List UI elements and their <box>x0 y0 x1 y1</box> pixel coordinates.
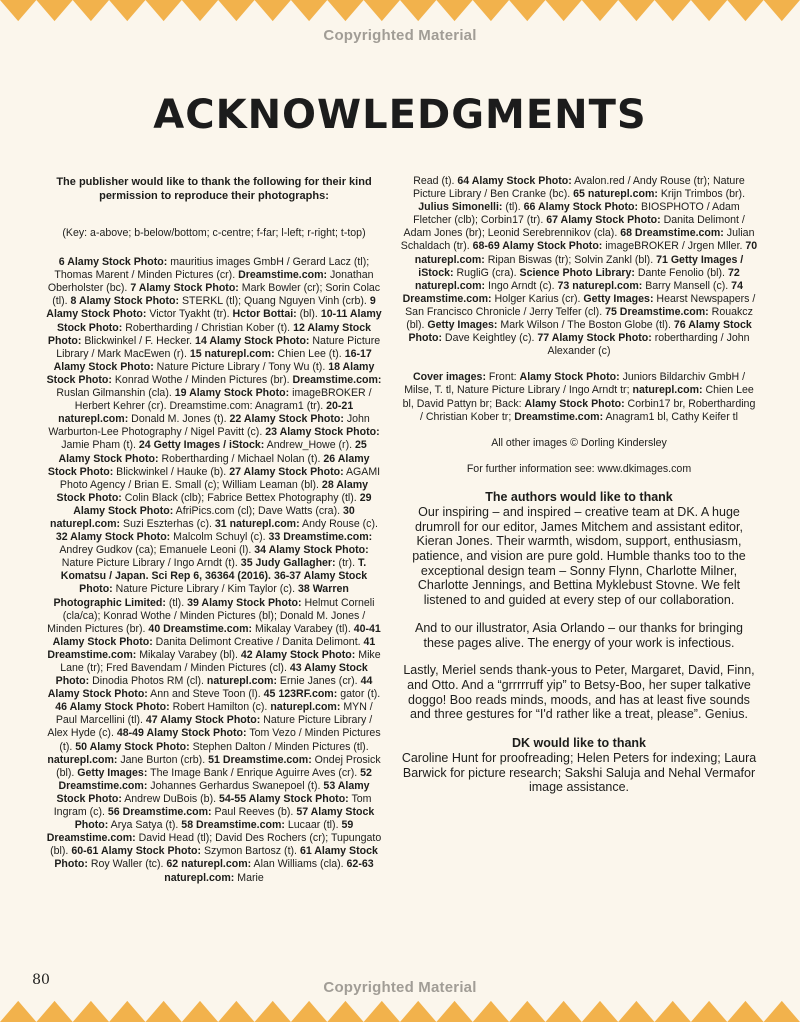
dk-paragraph: Caroline Hunt for proofreading; Helen Peters for indexing; Laura Barwick for picture research; Sakshi Saluja and Nehal Vermafor image assistance. <box>401 751 757 795</box>
credit-source: 6 Alamy Stock Photo: <box>58 256 168 269</box>
credit-text: Andrew_Howe (r). <box>264 439 355 452</box>
credit-source: 59 Dreamstime.com: <box>46 819 354 845</box>
credit-text: Malcolm Schuyl (c). <box>170 531 269 544</box>
credit-source: 70 naturepl.com: <box>414 240 758 266</box>
credit-text: Donald M. Jones (t). <box>128 413 230 426</box>
credit-text: Victor Tyakht (tr). <box>146 308 233 321</box>
credit-source: 35 Judy Gallagher: <box>240 557 336 570</box>
credit-text: Andrew DuBois (b). <box>121 792 219 805</box>
credit-text: Barry Mansell (c). <box>642 279 732 292</box>
credit-text: Marie <box>234 871 264 884</box>
credit-text: Jane Burton (crb). <box>117 753 209 766</box>
credit-source: naturepl.com: <box>270 701 341 714</box>
credit-source: 41 Dreamstime.com: <box>47 635 376 661</box>
credit-text: Ernie Janes (cr). <box>276 675 361 688</box>
credit-text: AfriPics.com (cl); Dave Watts (cra). <box>173 504 343 517</box>
credit-text: Colin Black (clb); Fabrice Bettex Photography (tl). <box>121 491 360 504</box>
credit-source: 16-17 Alamy Stock Photo: <box>53 347 372 373</box>
credit-source: Hctor Bottai: <box>232 308 297 321</box>
credit-source: 25 Alamy Stock Photo: <box>58 439 367 465</box>
credit-source: 43 Alamy Stock Photo: <box>55 662 368 688</box>
credit-text: Tom Vezo / Minden Pictures (t). <box>59 727 381 753</box>
credit-text: gator (t). <box>337 688 381 701</box>
credit-source: 19 Alamy Stock Photo: <box>174 387 290 400</box>
credit-text: Paul Reeves (b). <box>211 806 297 819</box>
credit-source: naturepl.com: <box>632 384 703 397</box>
credit-source: Dreamstime.com: <box>292 373 382 386</box>
credit-source: 74 Dreamstime.com: <box>402 279 743 305</box>
credit-source: 62-63 naturepl.com: <box>164 858 374 884</box>
credit-text: Julian Schaldach (tr). <box>400 227 755 253</box>
page-number: 80 <box>28 967 54 993</box>
credit-source: 12 Alamy Stock Photo: <box>47 321 371 347</box>
credit-source: 68 Dreamstime.com: <box>620 227 724 240</box>
credit-source: Getty Images: <box>77 766 148 779</box>
credit-text: (tr). <box>335 557 358 570</box>
page-title: ACKNOWLEDGMENTS <box>153 92 647 138</box>
credit-source: 77 Alamy Stock Photo: <box>537 332 652 345</box>
credit-text: imageBROKER / Jrgen Mller. <box>602 240 746 253</box>
credit-text: Konrad Wothe / Minden Pictures (br). <box>111 373 293 386</box>
credit-source: 14 Alamy Stock Photo: <box>195 334 310 347</box>
credit-source: Getty Images: <box>427 319 498 332</box>
credit-text: Mark Bowler (cr); Sorin Colac (tl). <box>52 282 381 308</box>
credit-source: 10-11 Alamy Stock Photo: <box>56 308 382 334</box>
credit-text: Andrey Gudkov (ca); Emanuele Leoni (l). <box>59 544 255 557</box>
credit-source: 46 Alamy Stock Photo: <box>55 701 170 714</box>
credit-source: Alamy Stock Photo: <box>519 371 620 384</box>
credit-source: 23 Alamy Stock Photo: <box>265 426 380 439</box>
credit-text: Chien Lee (t). <box>274 347 345 360</box>
credit-source: 8 Alamy Stock Photo: <box>70 295 180 308</box>
credit-source: 53 Alamy Stock Photo: <box>56 779 370 805</box>
credit-text: Danita Delimont / Adam Jones (br); Leonid Serebrennikov (cla). <box>403 214 745 240</box>
credit-text: Nature Picture Library / Ingo Arndt (t). <box>61 557 241 570</box>
credit-text: Lucaar (tl). <box>284 819 342 832</box>
credit-text: Szymon Bartosz (t). <box>201 845 300 858</box>
credit-text: Juniors Bildarchiv GmbH / Milse, T. tl, Nature Picture Library / Ingo Arndt tr; <box>404 371 746 397</box>
credit-source: 61 Alamy Stock Photo: <box>54 845 378 871</box>
right-column <box>400 175 758 795</box>
credit-text: Johannes Gerhardus Swanepoel (t). <box>147 779 324 792</box>
credit-source: 18 Alamy Stock Photo: <box>46 360 375 386</box>
credit-text: David Head (tl); David Des Rochers (cr); Tupungato (bl). <box>50 832 382 858</box>
credit-text: robertharding / John Alexander (c) <box>547 332 750 358</box>
credit-text: The Image Bank / Enrique Aguirre Aves (cr). <box>147 766 361 779</box>
credit-text: Dinodia Photos RM (cl). <box>89 675 207 688</box>
credit-source: 38 Warren Photographic Limited: <box>53 583 349 609</box>
credit-text: Jonathan Oberholster (bc). <box>47 269 374 295</box>
credit-source: Dreamstime.com: <box>238 269 328 282</box>
credit-text: Dante Fenolio (bl). <box>634 266 728 279</box>
credit-source: 58 Dreamstime.com: <box>181 819 285 832</box>
credit-source: 56 Dreamstime.com: <box>107 806 212 819</box>
credit-text: Helmut Corneli (cla/ca); Konrad Wothe / Minden Pictures (bl); Donald M. Jones / Minden Pictures (br). <box>47 596 375 635</box>
credit-text: Blickwinkel / F. Hecker. <box>81 334 196 347</box>
credit-source: 44 Alamy Stock Photo: <box>47 675 373 701</box>
credit-text: Robert Hamilton (c). <box>169 701 271 714</box>
credit-source: 40-41 Alamy Stock Photo: <box>52 622 381 648</box>
credit-text: Avalon.red / Andy Rouse (tr); Nature Picture Library / Ben Cranke (bc). <box>412 175 745 201</box>
credit-text: Holger Karius (cr). <box>491 292 584 305</box>
photo-credits-right <box>400 175 758 358</box>
credit-source: 76 Alamy Stock Photo: <box>408 319 752 345</box>
credit-source: 67 Alamy Stock Photo: <box>546 214 661 227</box>
credit-source: naturepl.com: <box>206 675 277 688</box>
credit-source: 68-69 Alamy Stock Photo: <box>472 240 603 253</box>
watermark-top: Copyrighted Material <box>323 27 477 44</box>
credit-source: 71 Getty Images / iStock: <box>418 253 744 279</box>
key-legend: (Key: a-above; b-below/bottom; c-centre; f-far; l-left; r-right; t-top) <box>62 227 366 239</box>
watermark-bottom: Copyrighted Material <box>323 979 477 996</box>
credit-text: Ripan Biswas (tr); Solvin Zankl (bl). <box>484 253 657 266</box>
credit-source: 45 123RF.com: <box>263 688 338 701</box>
credit-text: Tom Ingram (c). <box>53 792 372 819</box>
credit-source: 20-21 naturepl.com: <box>58 400 354 426</box>
credit-text: Ruslan Gilmanshin (cla). <box>56 387 175 400</box>
credit-text: Jamie Pham (t). <box>61 439 139 452</box>
credit-source: 75 Dreamstime.com: <box>605 305 709 318</box>
credit-text: Nature Picture Library / Mark MacEwen (r). <box>56 334 381 360</box>
credit-text: Nature Picture Library / Alex Hyde (c). <box>47 714 373 740</box>
credit-text: Mike Lane (tr); Fred Bavendam / Minden Pictures (cl). <box>60 648 381 674</box>
credit-source: 32 Alamy Stock Photo: <box>55 531 171 544</box>
authors-paragraph-1: Our inspiring – and inspired – creative team at DK. A huge drumroll for our editor, James Mitchem and assistant editor, Kieran Jones. Their warmth, wisdom, support, enthusiasm, patience, and vision are pure gold. Humble thanks too to the exceptional design team – Sonny Flynn, Charlotte Milner, Charlotte Jennings, and Bettina Myklebust Stovne. We felt listened to and guided at every step of our collaboration. <box>412 504 746 608</box>
authors-paragraph-2: And to our illustrator, Asia Orlando – our thanks for bringing these pages alive. The energy of your work is infectious. <box>415 620 743 650</box>
dk-heading: DK would like to thank <box>511 736 647 751</box>
credit-text: Anagram1 bl, Cathy Keifer tl <box>603 410 738 423</box>
authors-heading: The authors would like to thank <box>485 489 673 504</box>
credit-source: Dreamstime.com: <box>514 410 604 423</box>
credit-text: BIOSPHOTO / Adam Fletcher (clb); Corbin17 (tr). <box>413 201 740 227</box>
credit-source: 28 Alamy Stock Photo: <box>56 478 369 504</box>
credit-source: 29 Alamy Stock Photo: <box>73 491 372 517</box>
credit-source: Getty Images: <box>583 292 654 305</box>
credit-text: Suzi Eszterhas (c). <box>120 517 215 530</box>
credit-text: Nature Picture Library / Tony Wu (t). <box>153 360 329 373</box>
credit-source: 54-55 Alamy Stock Photo: <box>219 792 349 805</box>
photo-credits-left <box>46 256 382 885</box>
credit-source: 27 Alamy Stock Photo: <box>229 465 344 478</box>
credit-source: 60-61 Alamy Stock Photo: <box>71 845 202 858</box>
credit-source: 30 naturepl.com: <box>50 504 355 530</box>
credit-source: 47 Alamy Stock Photo: <box>145 714 261 727</box>
credit-text: Krijn Trimbos (br). <box>657 188 746 201</box>
credit-text: Blickwinkel / Hauke (b). <box>113 465 230 478</box>
credit-source: 64 Alamy Stock Photo: <box>457 175 572 187</box>
intro-text: The publisher would like to thank the following for their kind permission to reproduce their photographs: <box>56 176 372 202</box>
credit-text: RugliG (cra). <box>453 266 520 279</box>
credit-source: 42 Alamy Stock Photo: <box>240 648 356 661</box>
left-column <box>46 175 382 885</box>
credit-source: naturepl.com: <box>47 753 118 766</box>
credit-text: Mark Wilson / The Boston Globe (tl). <box>497 319 674 332</box>
credit-text: John Warburton-Lee Photography / Nigel Pavitt (c). <box>48 413 370 439</box>
credit-text: mauritius images GmbH / Gerard Lacz (tl); Thomas Marent / Minden Pictures (cr). <box>54 256 370 282</box>
credit-text: (tl). <box>502 201 524 214</box>
credit-source: Julius Simonelli: <box>418 201 503 214</box>
credit-source: 57 Alamy Stock Photo: <box>74 806 375 832</box>
credit-text: Nature Picture Library / Kim Taylor (c). <box>112 583 298 596</box>
credit-text: Read (t). <box>413 175 458 187</box>
credit-text: Ann and Steve Toon (l). <box>147 688 264 701</box>
credit-text: Mikalay Varabey (tl). <box>252 622 354 635</box>
credit-source: 15 naturepl.com: <box>189 347 275 360</box>
credit-source: 7 Alamy Stock Photo: <box>130 282 239 295</box>
other-images-note: All other images © Dorling Kindersley <box>491 436 667 449</box>
credit-source: Cover images: <box>412 371 486 384</box>
credit-source: 26 Alamy Stock Photo: <box>47 452 370 478</box>
credit-source: Alamy Stock Photo: <box>524 397 625 410</box>
credit-source: 66 Alamy Stock Photo: <box>523 201 639 214</box>
credit-text: Mikalay Varabey (bl). <box>136 648 241 661</box>
credit-source: 73 naturepl.com: <box>557 279 643 292</box>
credit-source: 39 Alamy Stock Photo: <box>187 596 302 609</box>
credit-source: T. Komatsu / Japan. Sci Rep 6, 36364 (2016). 36-37 Alamy Stock Photo: <box>60 557 368 596</box>
credit-text: Ingo Arndt (c). <box>485 279 558 292</box>
credit-source: 34 Alamy Stock Photo: <box>254 544 369 557</box>
cover-credits <box>400 371 758 423</box>
credit-text: AGAMI Photo Agency / Brian E. Small (c); William Leaman (bl). <box>59 465 381 491</box>
credit-text: Chien Lee bl, David Pattyn br; Back: <box>402 384 754 410</box>
credit-text: Danita Delimont Creative / Danita Delimont. <box>152 635 364 648</box>
credit-text: Arya Satya (t). <box>108 819 182 832</box>
credit-source: 65 naturepl.com: <box>573 188 658 201</box>
credit-text: Robertharding / Christian Kober (t). <box>122 321 294 334</box>
credit-text: Andy Rouse (c). <box>299 517 378 530</box>
credit-source: 31 naturepl.com: <box>214 517 300 530</box>
credit-source: 48-49 Alamy Stock Photo: <box>116 727 247 740</box>
credit-text: imageBROKER / Herbert Kehrer (cr). Dreamstime.com: Anagram1 (tr). <box>74 387 372 413</box>
credit-source: 50 Alamy Stock Photo: <box>75 740 190 753</box>
credit-text: (tl). <box>165 596 188 609</box>
credit-text: (bl). <box>296 308 321 321</box>
credit-text: Alan Williams (cla). <box>251 858 347 871</box>
further-info: For further information see: www.dkimages.com <box>466 462 692 475</box>
credit-text: Hearst Newspapers / San Francisco Chronicle / Jerry Telfer (cl). <box>405 292 756 318</box>
credit-source: 52 Dreamstime.com: <box>58 766 372 792</box>
credit-source: 22 Alamy Stock Photo: <box>229 413 344 426</box>
credit-source: Science Photo Library: <box>519 266 635 279</box>
credit-text: STERKL (tl); Quang Nguyen Vinh (crb). <box>179 295 370 308</box>
credit-source: 40 Dreamstime.com: <box>148 622 253 635</box>
credit-source: 33 Dreamstime.com: <box>268 531 373 544</box>
credit-text: Roy Waller (tc). <box>87 858 167 871</box>
credit-text: Rouakcz (bl). <box>406 305 753 332</box>
credit-text: Robertharding / Michael Nolan (t). <box>158 452 324 465</box>
credit-text: Front: <box>485 371 520 384</box>
credit-text: Dave Keightley (c). <box>441 332 538 345</box>
credit-source: 62 naturepl.com: <box>166 858 252 871</box>
authors-paragraph-3: Lastly, Meriel sends thank-yous to Peter, Margaret, David, Finn, and Otto. And a “grrrrruff yip” to Betsy-Boo, her super talkative doggo! Boo reads minds, moods, and has at least five sounds and three gestures for “I'd rather like a treat, please”. Genius. <box>403 663 755 722</box>
credit-text: Stephen Dalton / Minden Pictures (tl). <box>189 740 369 753</box>
credit-source: 72 naturepl.com: <box>415 266 740 292</box>
credit-text: Corbin17 br, Robertharding / Christian Kober tr; <box>420 397 756 423</box>
credit-source: 51 Dreamstime.com: <box>208 753 312 766</box>
credit-text: Ondej Prosick (bl). <box>56 753 381 779</box>
credit-text: MYN / Paul Marcellini (tl). <box>55 701 373 727</box>
credit-source: 9 Alamy Stock Photo: <box>46 295 376 321</box>
credit-source: 24 Getty Images / iStock: <box>138 439 265 452</box>
